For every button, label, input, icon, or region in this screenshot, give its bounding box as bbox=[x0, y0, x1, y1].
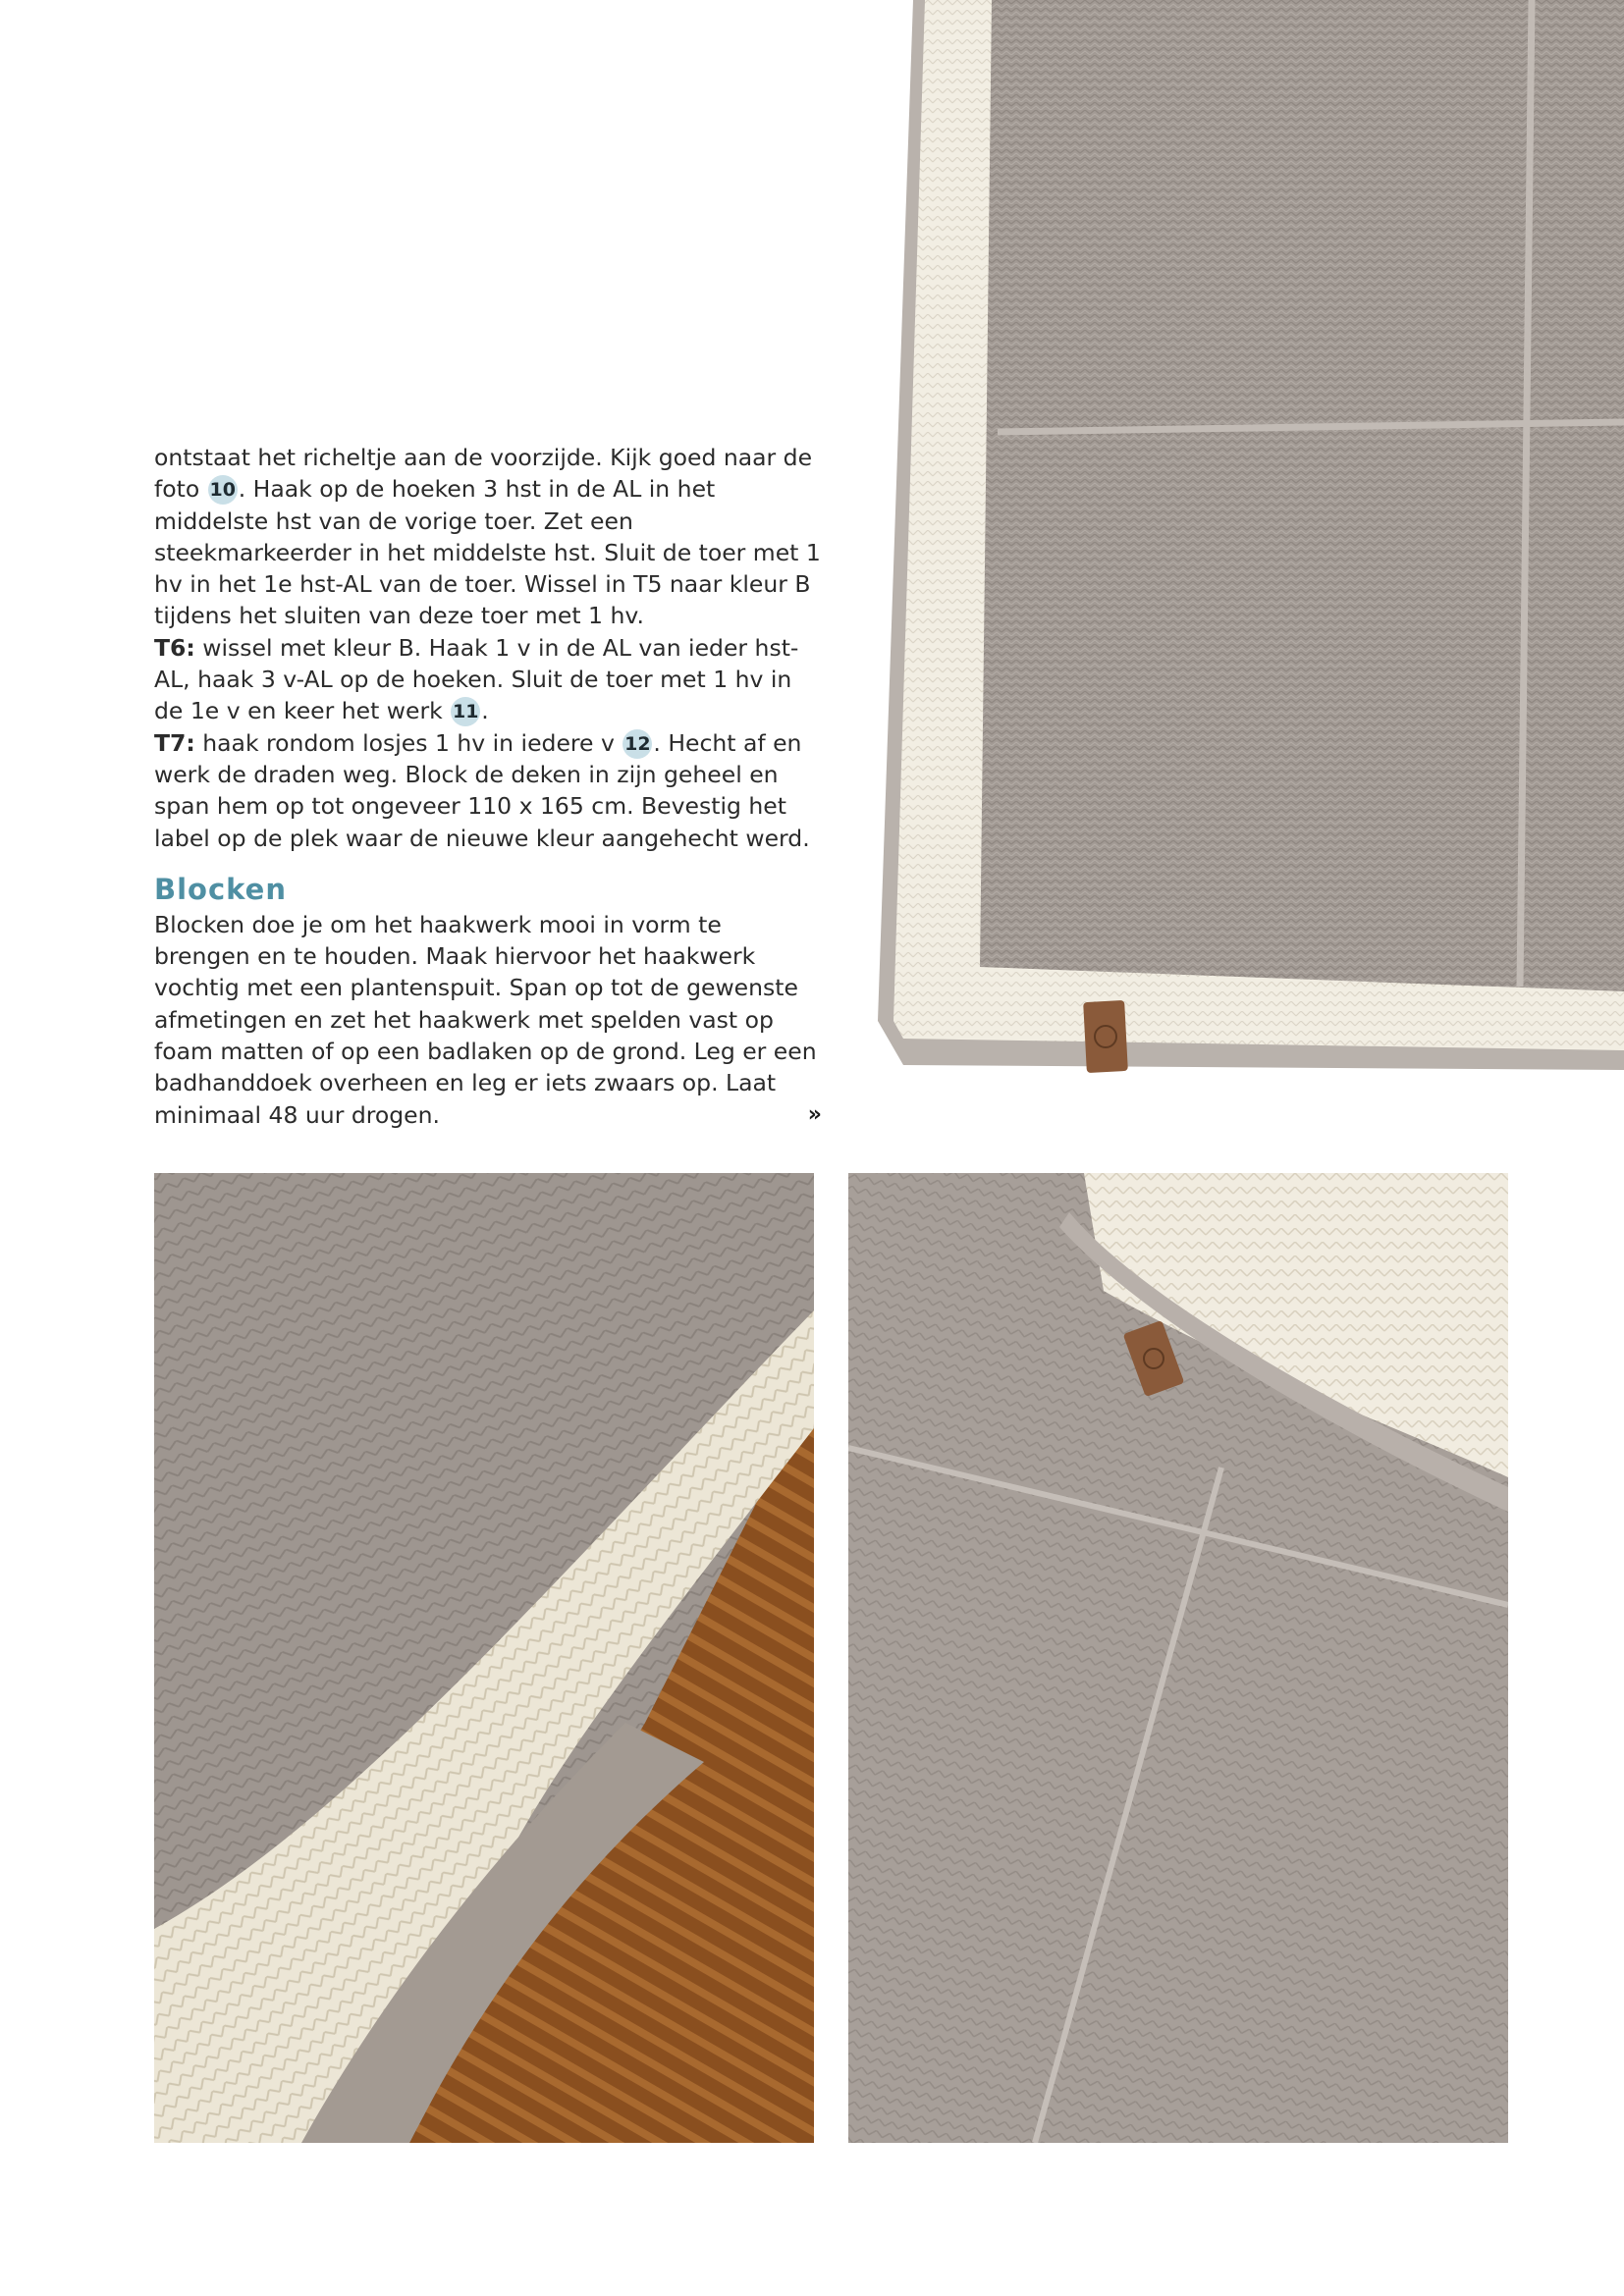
round-7-instructions bbox=[154, 727, 822, 854]
photo-draped-blanket bbox=[848, 1173, 1508, 2143]
photo-border-closeup bbox=[154, 1173, 814, 2143]
round-label: T6: bbox=[154, 633, 195, 662]
round-text: wissel met kleur B. Haak 1 v in de AL van ieder hst-AL, haak 3 v-AL op de hoeken. Sluit de toer met 1 hv in de 1e v en keer het werk bbox=[154, 633, 799, 725]
photo-reference-badge: 12 bbox=[623, 729, 652, 759]
photo-blanket-overview bbox=[864, 0, 1624, 1080]
pattern-text-column bbox=[154, 442, 822, 1131]
photo-reference-badge: 11 bbox=[451, 697, 480, 726]
photo-reference-badge: 10 bbox=[208, 475, 238, 505]
paragraph-instructions bbox=[154, 442, 822, 632]
blocken-text: Blocken doe je om het haakwerk mooi in vorm te brengen en te houden. Maak hiervoor het haakwerk vochtig met een plantenspuit. Span op tot de gewenste afmetingen en zet het haakwerk met spelden vast op foam matten of op een badlaken op de grond. Leg er een badhanddoek overheen en leg er iets zwaars op. Laat minimaal 48 uur drogen. bbox=[154, 910, 817, 1129]
paragraph-text: . Haak op de hoeken 3 hst in de AL in het middelste hst van de vorige toer. Zet een steekmarkeerder in het middelste hst. Sluit de toer met 1 hv in het 1e hst-AL van de toer. Wissel in T5 naar kleur B tijdens het sluiten van deze toer met 1 hv. bbox=[154, 475, 821, 630]
continue-arrow-icon: » bbox=[807, 1101, 822, 1127]
blocken-paragraph bbox=[154, 909, 822, 1131]
round-label: T7: bbox=[154, 728, 195, 757]
round-text: haak rondom losjes 1 hv in iedere v bbox=[194, 728, 615, 757]
round-text: . bbox=[481, 697, 489, 725]
round-6-instructions bbox=[154, 632, 822, 727]
round-text: . Hecht af en werk de draden weg. Block de deken in zijn geheel en span hem op tot ongeveer 110 x 165 cm. Bevestig het label op de plek waar de nieuwe kleur aangehecht werd. bbox=[154, 728, 810, 852]
section-heading-blocken: Blocken bbox=[154, 872, 287, 906]
paragraph-text: ontstaat het richeltje aan de voorzijde. Kijk goed naar de foto bbox=[154, 444, 813, 504]
